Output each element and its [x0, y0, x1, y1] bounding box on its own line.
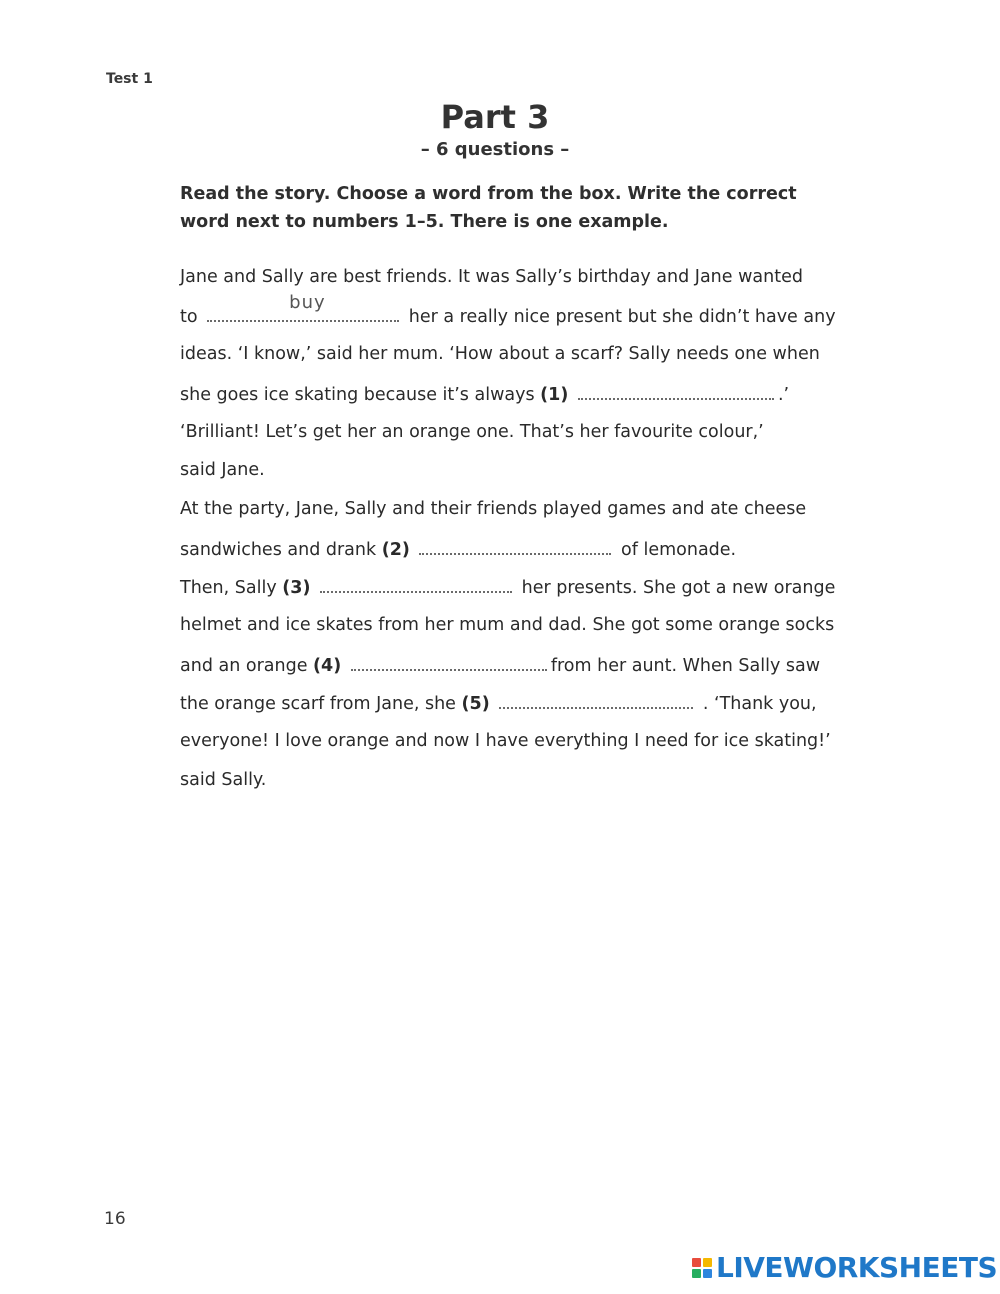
story-line	[180, 765, 266, 795]
story-text-segment: her presents. She got a new orange	[521, 578, 836, 598]
logo-square	[703, 1258, 712, 1267]
page-title: Part 3	[440, 98, 550, 136]
story-text-segment: .’	[777, 385, 790, 405]
example-answer: buy	[289, 292, 326, 313]
liveworksheets-logo[interactable]	[692, 1252, 997, 1284]
story-text-segment: everyone! I love orange and now I have everything I need for ice skating!’	[180, 731, 831, 751]
story-line	[180, 726, 831, 756]
story-text-segment: to	[180, 307, 198, 327]
story-text-segment: she goes ice skating because it’s always	[180, 385, 535, 405]
story-text-segment: and an orange	[180, 656, 308, 676]
story-text-segment: said Jane.	[180, 460, 265, 480]
answer-blank-5[interactable]	[499, 687, 693, 709]
logo-square	[692, 1269, 701, 1278]
question-number-3: (3)	[282, 578, 311, 598]
story-text-segment: ‘Brilliant! Let’s get her an orange one. That’s her favourite colour,’	[180, 422, 764, 442]
liveworksheets-logo-icon	[692, 1258, 712, 1278]
story-line	[180, 571, 835, 601]
question-number-1: (1)	[540, 385, 569, 405]
story-text-segment: of lemonade.	[621, 540, 737, 560]
story-text-segment: . ‘Thank you,	[702, 694, 817, 714]
story-line	[180, 533, 736, 563]
instructions: Read the story. Choose a word from the box. Write the correct word next to numbers 1–5. There is one example.	[180, 184, 797, 232]
story-text-segment: Then, Sally	[180, 578, 277, 598]
example-answer-blank	[207, 292, 399, 322]
story-line	[180, 649, 820, 679]
story-text-segment: ideas. ‘I know,’ said her mum. ‘How about a scarf? Sally needs one when	[180, 344, 820, 364]
story-text-segment: helmet and ice skates from her mum and dad. She got some orange socks	[180, 615, 835, 635]
story-line	[180, 687, 817, 717]
story-text-segment: said Sally.	[180, 770, 267, 790]
answer-blank-3[interactable]	[320, 571, 512, 593]
story-line	[180, 378, 789, 408]
page-subtitle: – 6 questions –	[420, 139, 570, 160]
story-line	[180, 455, 265, 485]
answer-blank-1[interactable]	[578, 378, 774, 400]
story-text-segment: from her aunt. When Sally saw	[550, 656, 821, 676]
story-text-segment: the orange scarf from Jane, she	[180, 694, 456, 714]
story-line	[180, 262, 803, 292]
story-line	[180, 292, 836, 330]
logo-square	[703, 1269, 712, 1278]
question-number-4: (4)	[313, 656, 342, 676]
answer-blank-4[interactable]	[351, 649, 547, 671]
test-label: Test 1	[106, 71, 153, 87]
story-line	[180, 494, 806, 524]
story-text-segment: At the party, Jane, Sally and their friends played games and ate cheese	[180, 499, 807, 519]
story-text-segment: sandwiches and drank	[180, 540, 377, 560]
story-line	[180, 610, 834, 640]
story-line	[180, 339, 820, 369]
liveworksheets-wordmark: LIVEWORKSHEETS	[716, 1251, 998, 1284]
answer-blank-2[interactable]	[419, 533, 611, 555]
story-line	[180, 417, 764, 447]
story-text-segment: her a really nice present but she didn’t have any	[408, 307, 836, 327]
page-number: 16	[104, 1209, 126, 1229]
question-number-2: (2)	[381, 540, 410, 560]
question-number-5: (5)	[461, 694, 490, 714]
story-text-segment: Jane and Sally are best friends. It was Sally’s birthday and Jane wanted	[180, 267, 803, 287]
logo-square	[692, 1258, 701, 1267]
